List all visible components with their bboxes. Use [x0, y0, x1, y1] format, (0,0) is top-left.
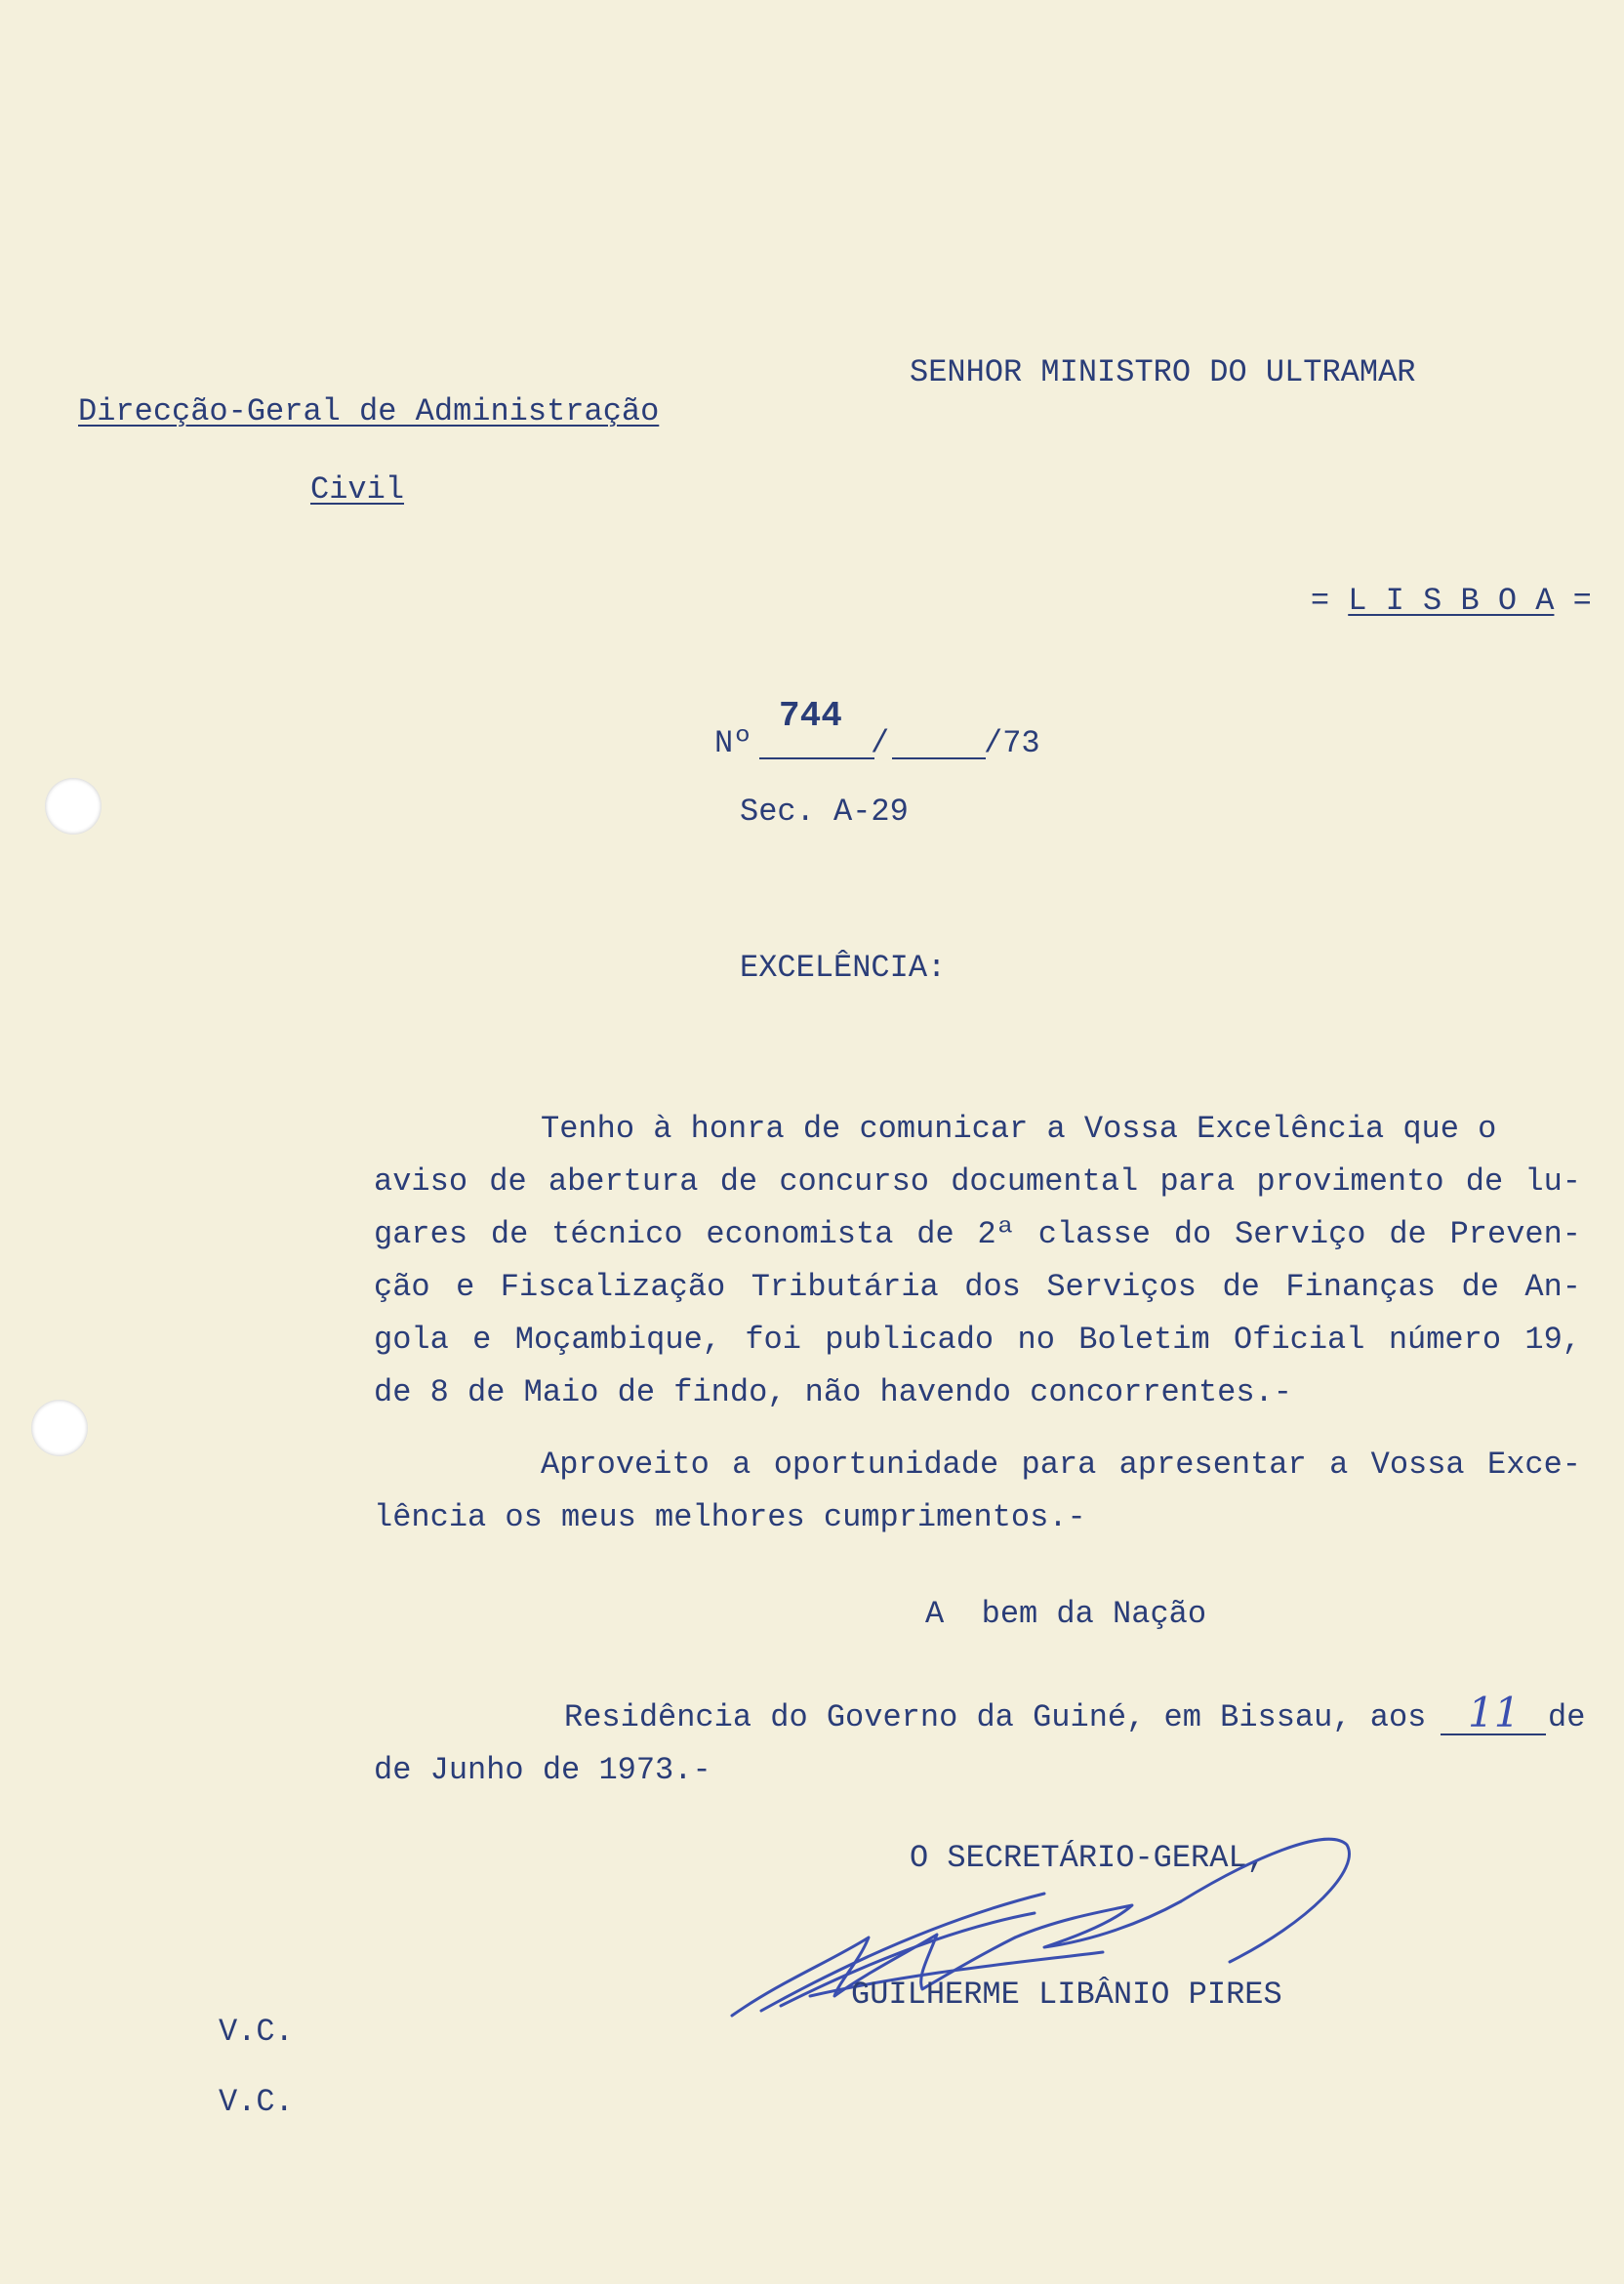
- signer-name: GUILHERME LIBÂNIO PIRES: [851, 1977, 1282, 2013]
- paragraph-1-line: gola e Moçambique, foi publicado no Boletim Oficial número 19,: [374, 1322, 1581, 1358]
- paragraph-1-line: Tenho à honra de comunicar a Vossa Excelência que o: [541, 1111, 1497, 1147]
- city-suffix: =: [1554, 583, 1592, 619]
- section-code: Sec. A-29: [740, 794, 909, 830]
- reference-month-blank: [892, 757, 986, 759]
- footer-initials-2: V.C.: [219, 2084, 294, 2120]
- paragraph-1-line: gares de técnico economista de 2ª classe do Serviço de Preven-: [374, 1216, 1581, 1252]
- footer-initials-1: V.C.: [219, 2014, 294, 2050]
- place-date-line-2: de Junho de 1973.-: [374, 1752, 711, 1788]
- signer-title: O SECRETÁRIO-GERAL,: [910, 1840, 1266, 1876]
- salutation: EXCELÊNCIA:: [740, 950, 947, 986]
- reference-slash: /: [871, 725, 890, 761]
- place-date-line-1-end: de: [1548, 1699, 1586, 1735]
- handwritten-day: 11: [1468, 1689, 1521, 1736]
- reference-number: 744: [779, 696, 842, 736]
- paragraph-2-line: lência os meus melhores cumprimentos.-: [374, 1499, 1086, 1535]
- closing-motto: A bem da Nação: [925, 1596, 1207, 1632]
- punch-hole-top: [45, 778, 102, 835]
- paragraph-1-line: ção e Fiscalização Tributária dos Serviços de Finanças de An-: [374, 1269, 1581, 1305]
- city-prefix: =: [1310, 583, 1349, 619]
- city-line: [1236, 554, 1592, 648]
- punch-hole-bottom: [31, 1400, 88, 1456]
- department-line-2: Civil: [310, 471, 405, 508]
- paragraph-2-line: Aproveito a oportunidade para apresentar a Vossa Exce-: [541, 1447, 1581, 1483]
- paragraph-1-line: aviso de abertura de concurso documental para provimento de lu-: [374, 1163, 1581, 1200]
- reference-number-prefix: Nº: [714, 725, 752, 761]
- reference-number-blank: [759, 757, 874, 759]
- city-name: L I S B O A: [1348, 583, 1555, 619]
- reference-year: /73: [984, 725, 1040, 761]
- place-date-line-1-start: Residência do Governo da Guiné, em Bissau, aos: [564, 1699, 1427, 1735]
- department-line-1: Direcção-Geral de Administração: [78, 393, 660, 429]
- paragraph-1-line: de 8 de Maio de findo, não havendo concorrentes.-: [374, 1374, 1292, 1410]
- addressee: SENHOR MINISTRO DO ULTRAMAR: [910, 354, 1416, 390]
